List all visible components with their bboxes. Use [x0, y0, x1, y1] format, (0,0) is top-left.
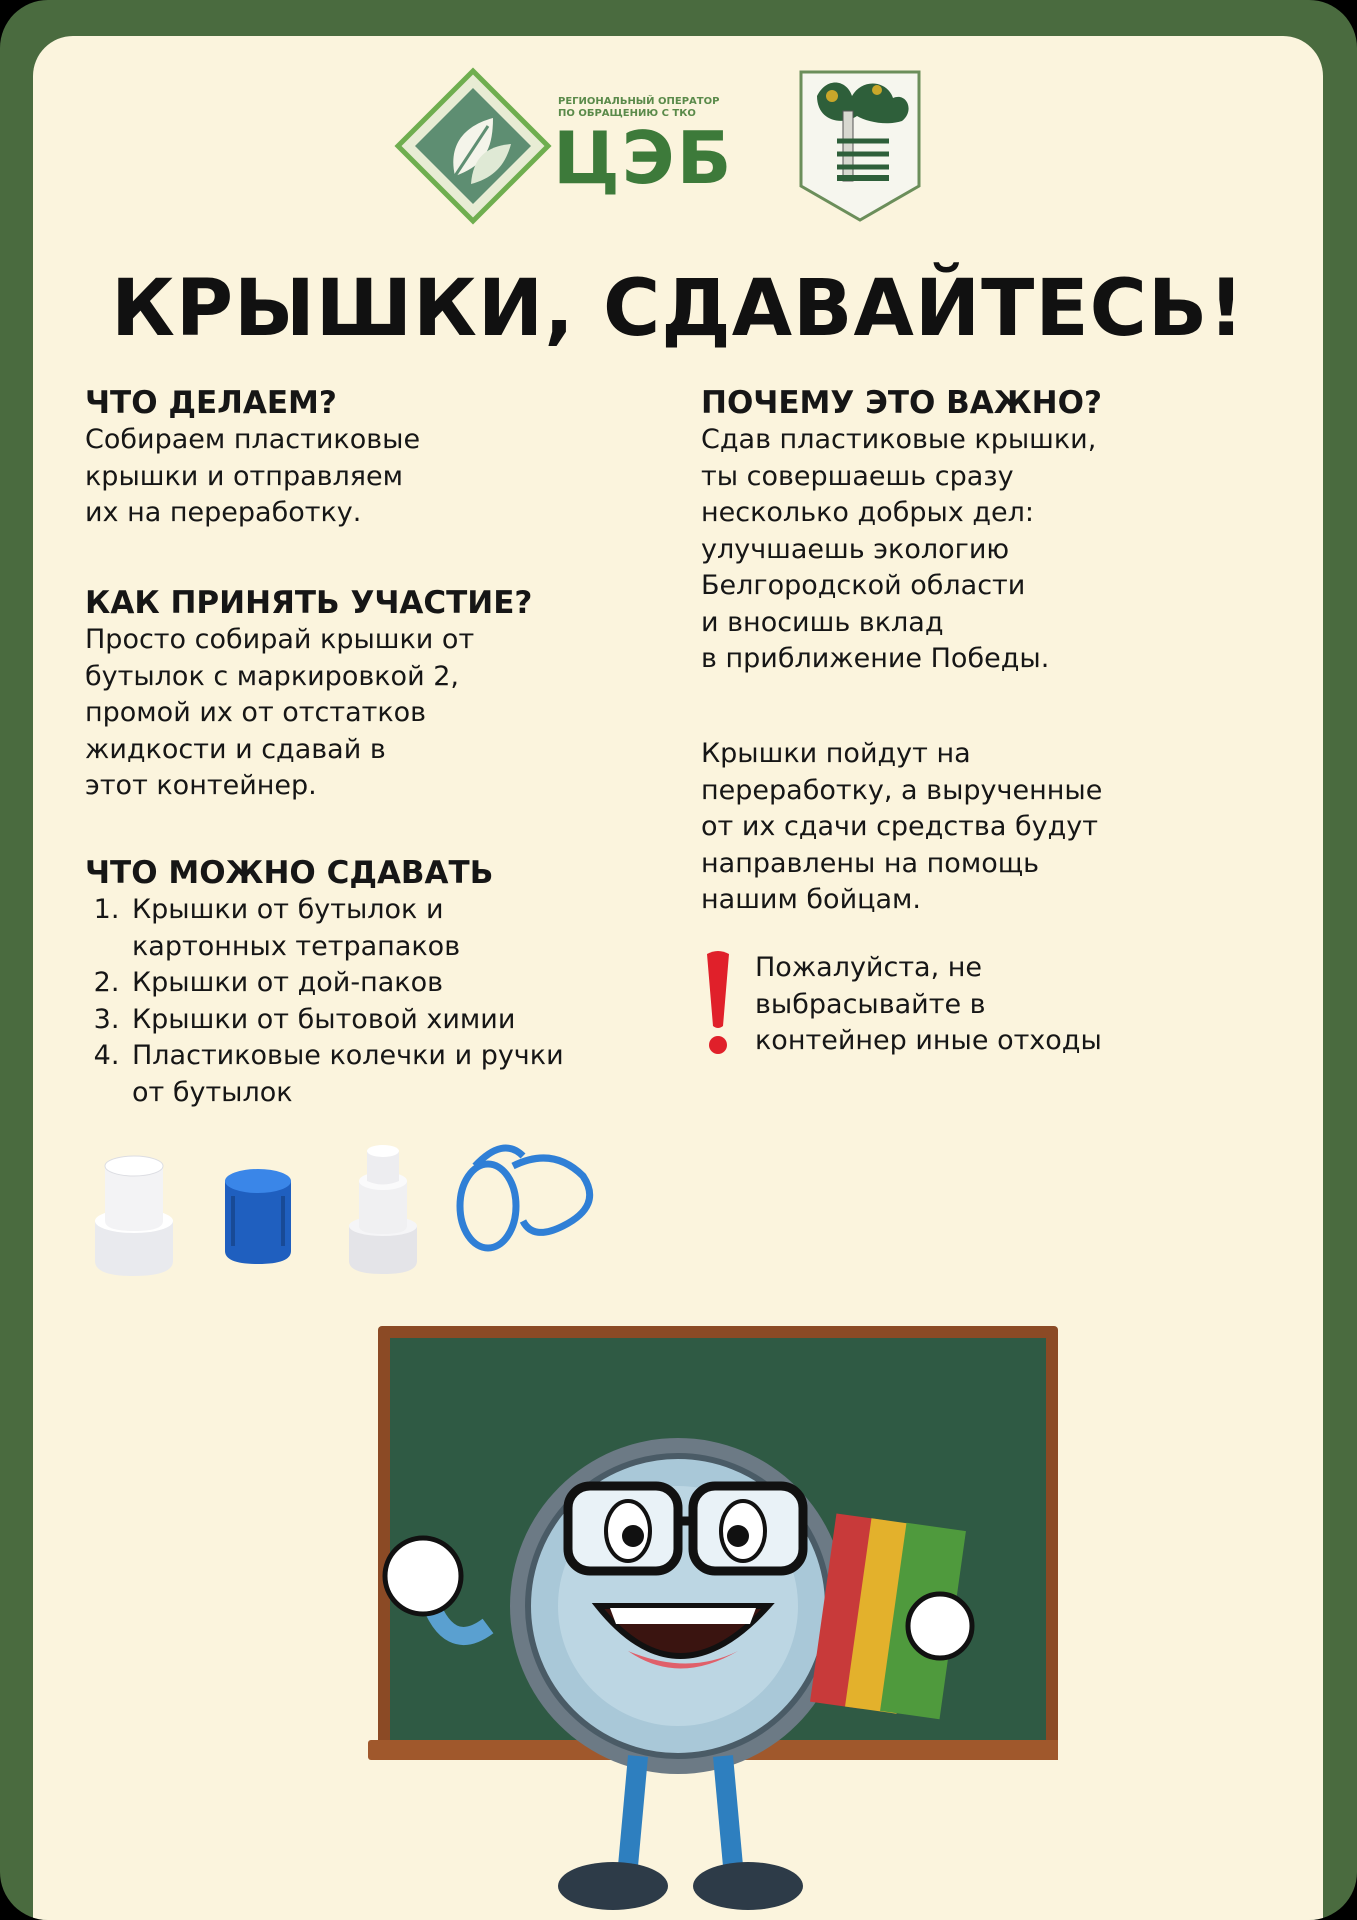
- section-what-can-be-handed: [85, 854, 685, 1111]
- section-what-we-do: [85, 384, 420, 532]
- what-heading: ЧТО ДЕЛАЕМ?: [85, 385, 337, 421]
- badge-tree-icon: [797, 66, 923, 224]
- how-heading: КАК ПРИНЯТЬ УЧАСТИЕ?: [85, 585, 533, 621]
- brand-name: ЦЭБ: [553, 116, 734, 200]
- what-text: Собираем пластиковые крышки и отправляем их на переработку.: [85, 424, 421, 528]
- can-heading: ЧТО МОЖНО СДАВАТЬ: [85, 855, 494, 891]
- can-list: [85, 892, 685, 1111]
- why-heading: ПОЧЕМУ ЭТО ВАЖНО?: [701, 385, 1102, 421]
- recycle-text: Крышки пойдут на переработку, а вырученные от их сдачи средства будут направлены на помощь нашим бойцам.: [701, 738, 1103, 915]
- poster-card: [33, 36, 1323, 1920]
- page-title: КРЫШКИ, СДАВАЙТЕСЬ!: [111, 264, 1245, 354]
- list-item: 3. Крышки от бытовой химии: [128, 1002, 685, 1039]
- list-item: 2. Крышки от дой-паков: [128, 965, 685, 1002]
- blue-ring-icon: [460, 1148, 590, 1248]
- section-recycling: [701, 736, 1102, 919]
- white-cap-icon: [95, 1156, 173, 1276]
- section-how-to-join: [85, 584, 532, 805]
- caps-illustration: [83, 1126, 643, 1296]
- list-item: 4. Пластиковые колечки и ручки от бутылок: [128, 1038, 572, 1111]
- operator-caption: РЕГИОНАЛЬНЫЙ ОПЕРАТОР ПО ОБРАЩЕНИЮ С ТКО: [558, 96, 720, 119]
- chalkboard-mascot-illustration: [328, 1326, 1058, 1920]
- warning-text: Пожалуйста, не выбрасывайте в контейнер иные отходы: [755, 952, 1102, 1056]
- white-cap-tall-icon: [349, 1145, 417, 1274]
- blue-cap-icon: [225, 1169, 291, 1264]
- section-why-important: [701, 384, 1102, 678]
- exclamation-icon: [701, 948, 735, 1058]
- why-text: Сдав пластиковые крышки, ты совершаешь сразу несколько добрых дел: улучшаешь экологию Белгородской области и вносишь вклад в приближение Победы.: [701, 424, 1097, 674]
- how-text: Просто собирай крышки от бутылок с маркировкой 2, промой их от отстатков жидкости и сдавай в этот контейнер.: [85, 624, 475, 801]
- list-item: 1. Крышки от бутылок и картонных тетрапаков: [128, 892, 572, 965]
